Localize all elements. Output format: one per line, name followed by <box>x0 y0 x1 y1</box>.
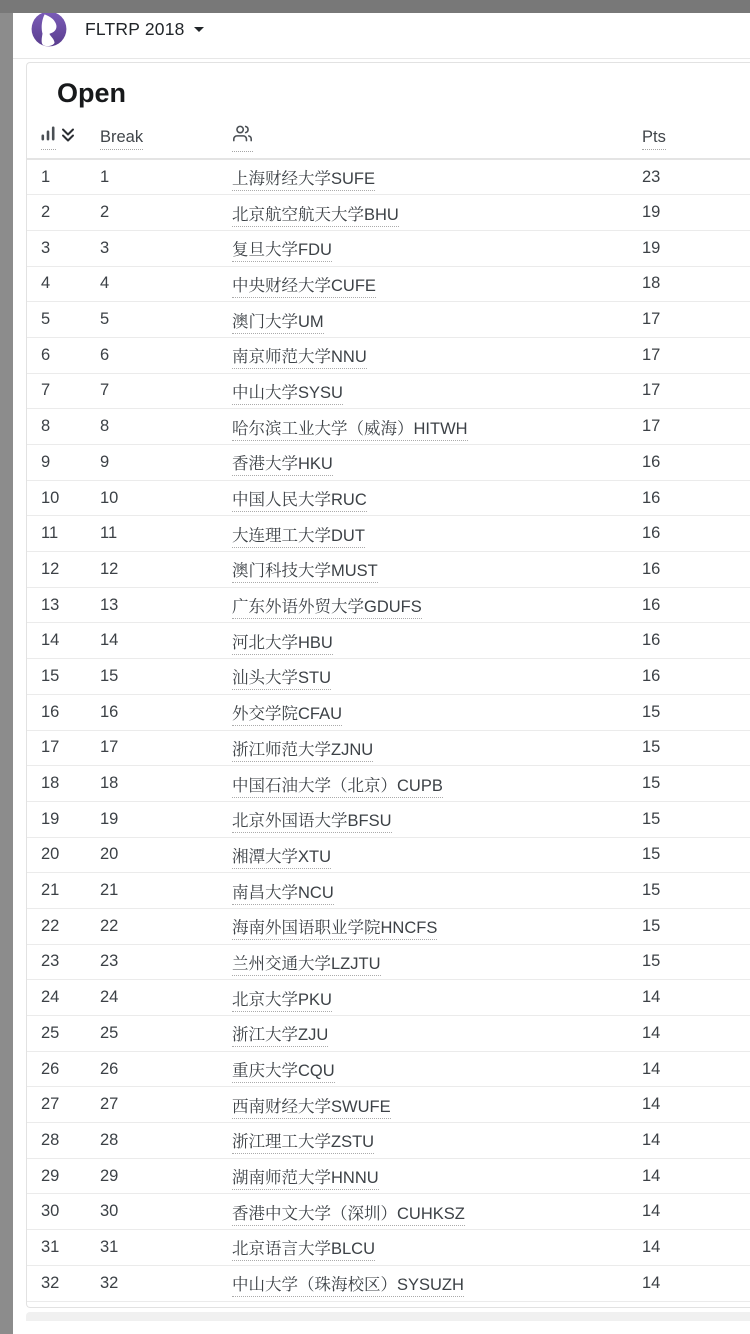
break-cell: 12 <box>100 552 232 588</box>
team-cell <box>232 195 642 231</box>
team-cell <box>232 1123 642 1159</box>
team-link[interactable]: 中央财经大学CUFE <box>232 277 376 298</box>
team-link[interactable]: 浙江理工大学ZSTU <box>232 1133 374 1154</box>
rank-cell: 25 <box>27 1016 100 1052</box>
team-cell <box>232 409 642 445</box>
pts-cell: 23 <box>642 159 750 195</box>
break-cell: 27 <box>100 1087 232 1123</box>
break-cell: 10 <box>100 480 232 516</box>
pts-cell: 18 <box>642 266 750 302</box>
team-cell <box>232 980 642 1016</box>
break-cell: 32 <box>100 1265 232 1301</box>
team-link[interactable]: 中山大学（珠海校区）SYSUZH <box>232 1276 464 1297</box>
team-cell <box>232 1194 642 1230</box>
break-cell: 30 <box>100 1194 232 1230</box>
next-card-edge <box>26 1312 750 1321</box>
team-cell <box>232 694 642 730</box>
page-title: Open <box>57 78 127 108</box>
standings-table-body <box>27 159 750 1301</box>
table-row <box>27 516 750 552</box>
break-column-header[interactable] <box>100 117 232 159</box>
team-cell <box>232 230 642 266</box>
table-row <box>27 159 750 195</box>
pts-cell: 19 <box>642 195 750 231</box>
team-link[interactable]: 湖南师范大学HNNU <box>232 1169 379 1190</box>
break-cell: 31 <box>100 1230 232 1266</box>
team-cell <box>232 587 642 623</box>
break-cell: 4 <box>100 266 232 302</box>
break-cell: 17 <box>100 730 232 766</box>
table-row <box>27 1194 750 1230</box>
pts-cell: 15 <box>642 766 750 802</box>
pts-cell: 16 <box>642 623 750 659</box>
rank-cell: 31 <box>27 1230 100 1266</box>
team-cell <box>232 659 642 695</box>
rank-column-header[interactable] <box>27 117 100 159</box>
pts-cell: 17 <box>642 373 750 409</box>
rank-cell: 3 <box>27 230 100 266</box>
rank-cell: 19 <box>27 801 100 837</box>
team-link[interactable]: 哈尔滨工业大学（威海）HITWH <box>232 420 468 441</box>
team-link[interactable]: 南昌大学NCU <box>232 884 334 905</box>
break-header-label: Break <box>100 128 143 150</box>
team-cell <box>232 373 642 409</box>
rank-cell: 27 <box>27 1087 100 1123</box>
team-link[interactable]: 外交学院CFAU <box>232 705 342 726</box>
team-cell <box>232 302 642 338</box>
standings-table <box>27 117 750 1302</box>
team-cell <box>232 944 642 980</box>
table-row <box>27 730 750 766</box>
rank-cell: 2 <box>27 195 100 231</box>
users-icon[interactable] <box>232 124 253 152</box>
pts-cell: 14 <box>642 1194 750 1230</box>
team-cell <box>232 445 642 481</box>
team-link[interactable]: 河北大学HBU <box>232 634 333 655</box>
pts-cell: 14 <box>642 1051 750 1087</box>
pts-cell: 17 <box>642 337 750 373</box>
pts-cell: 14 <box>642 1016 750 1052</box>
team-link[interactable]: 北京外国语大学BFSU <box>232 812 392 833</box>
team-link[interactable]: 广东外语外贸大学GDUFS <box>232 598 422 619</box>
pts-cell: 16 <box>642 516 750 552</box>
rank-cell: 16 <box>27 694 100 730</box>
pts-cell: 14 <box>642 980 750 1016</box>
table-row <box>27 944 750 980</box>
pts-cell: 16 <box>642 659 750 695</box>
table-row <box>27 1016 750 1052</box>
pts-cell: 15 <box>642 801 750 837</box>
pts-cell: 14 <box>642 1230 750 1266</box>
team-cell <box>232 266 642 302</box>
pts-cell: 14 <box>642 1265 750 1301</box>
pts-header-label: Pts <box>642 128 666 150</box>
pts-cell: 16 <box>642 587 750 623</box>
break-cell: 23 <box>100 944 232 980</box>
screenshot-frame-top <box>0 0 750 13</box>
table-row <box>27 1230 750 1266</box>
table-row <box>27 230 750 266</box>
break-cell: 6 <box>100 337 232 373</box>
table-row <box>27 1087 750 1123</box>
team-link[interactable]: 澳门科技大学MUST <box>232 562 378 583</box>
rank-cell: 9 <box>27 445 100 481</box>
pts-cell: 14 <box>642 1123 750 1159</box>
rank-cell: 5 <box>27 302 100 338</box>
team-link[interactable]: 北京航空航天大学BHU <box>232 206 399 227</box>
team-cell <box>232 1087 642 1123</box>
table-row <box>27 837 750 873</box>
team-link[interactable]: 澳门大学UM <box>232 313 324 334</box>
chevron-down-icon <box>194 27 204 32</box>
bar-chart-icon[interactable] <box>41 126 56 150</box>
team-cell <box>232 730 642 766</box>
rank-cell: 11 <box>27 516 100 552</box>
team-cell <box>232 1158 642 1194</box>
rank-cell: 30 <box>27 1194 100 1230</box>
rank-cell: 29 <box>27 1158 100 1194</box>
pts-cell: 16 <box>642 552 750 588</box>
team-link[interactable]: 大连理工大学DUT <box>232 527 365 548</box>
break-cell: 22 <box>100 908 232 944</box>
team-link[interactable]: 湘潭大学XTU <box>232 848 331 869</box>
team-cell <box>232 552 642 588</box>
table-row <box>27 980 750 1016</box>
team-link[interactable]: 重庆大学CQU <box>232 1062 335 1083</box>
rank-cell: 32 <box>27 1265 100 1301</box>
rank-cell: 20 <box>27 837 100 873</box>
table-row <box>27 1158 750 1194</box>
break-cell: 29 <box>100 1158 232 1194</box>
table-row <box>27 373 750 409</box>
tournament-title: FLTRP 2018 <box>85 18 185 39</box>
table-row <box>27 659 750 695</box>
team-cell <box>232 837 642 873</box>
rank-cell: 23 <box>27 944 100 980</box>
table-header-row <box>27 117 750 159</box>
team-link[interactable]: 中国石油大学（北京）CUPB <box>232 777 443 798</box>
table-row <box>27 873 750 909</box>
table-row <box>27 1265 750 1301</box>
pts-cell: 15 <box>642 694 750 730</box>
break-cell: 2 <box>100 195 232 231</box>
break-cell: 26 <box>100 1051 232 1087</box>
team-cell <box>232 1016 642 1052</box>
rank-cell: 26 <box>27 1051 100 1087</box>
team-cell <box>232 801 642 837</box>
table-row <box>27 801 750 837</box>
rank-cell: 28 <box>27 1123 100 1159</box>
break-cell: 9 <box>100 445 232 481</box>
table-row <box>27 766 750 802</box>
pts-cell: 17 <box>642 409 750 445</box>
pts-cell: 15 <box>642 730 750 766</box>
break-cell: 19 <box>100 801 232 837</box>
page-body <box>13 59 750 1321</box>
break-cell: 28 <box>100 1123 232 1159</box>
break-cell: 16 <box>100 694 232 730</box>
team-link[interactable]: 中山大学SYSU <box>232 384 343 405</box>
table-row <box>27 480 750 516</box>
team-cell <box>232 516 642 552</box>
team-link[interactable]: 西南财经大学SWUFE <box>232 1098 391 1119</box>
pts-cell: 15 <box>642 873 750 909</box>
break-cell: 5 <box>100 302 232 338</box>
standings-card <box>26 62 750 1308</box>
rank-cell: 6 <box>27 337 100 373</box>
break-cell: 13 <box>100 587 232 623</box>
team-link[interactable]: 兰州交通大学LZJTU <box>232 955 381 976</box>
pts-column-header[interactable] <box>642 117 750 159</box>
table-row <box>27 302 750 338</box>
table-row <box>27 445 750 481</box>
pts-cell: 15 <box>642 944 750 980</box>
pts-cell: 19 <box>642 230 750 266</box>
team-link[interactable]: 北京语言大学BLCU <box>232 1240 375 1261</box>
break-cell: 24 <box>100 980 232 1016</box>
team-cell <box>232 766 642 802</box>
rank-cell: 13 <box>27 587 100 623</box>
team-link[interactable]: 南京师范大学NNU <box>232 348 367 369</box>
break-cell: 1 <box>100 159 232 195</box>
pts-cell: 16 <box>642 445 750 481</box>
team-cell <box>232 1230 642 1266</box>
team-link[interactable]: 浙江师范大学ZJNU <box>232 741 373 762</box>
rank-cell: 18 <box>27 766 100 802</box>
table-row <box>27 587 750 623</box>
pts-cell: 14 <box>642 1158 750 1194</box>
team-link[interactable]: 香港大学HKU <box>232 455 333 476</box>
table-row <box>27 409 750 445</box>
rank-cell: 10 <box>27 480 100 516</box>
tournament-dropdown[interactable] <box>85 19 204 40</box>
table-row <box>27 1123 750 1159</box>
table-row <box>27 195 750 231</box>
screenshot-frame-left <box>0 13 13 1334</box>
team-link[interactable]: 汕头大学STU <box>232 669 331 690</box>
team-link[interactable]: 复旦大学FDU <box>232 241 332 262</box>
team-cell <box>232 1051 642 1087</box>
team-cell <box>232 337 642 373</box>
table-row <box>27 337 750 373</box>
table-row <box>27 552 750 588</box>
table-row <box>27 266 750 302</box>
team-link[interactable]: 海南外国语职业学院HNCFS <box>232 919 437 940</box>
rank-cell: 15 <box>27 659 100 695</box>
pts-cell: 15 <box>642 908 750 944</box>
team-link[interactable]: 香港中文大学（深圳）CUHKSZ <box>232 1205 465 1226</box>
table-row <box>27 623 750 659</box>
rank-cell: 4 <box>27 266 100 302</box>
break-cell: 15 <box>100 659 232 695</box>
break-cell: 3 <box>100 230 232 266</box>
table-row <box>27 1051 750 1087</box>
break-cell: 14 <box>100 623 232 659</box>
team-cell <box>232 873 642 909</box>
break-cell: 7 <box>100 373 232 409</box>
rank-cell: 12 <box>27 552 100 588</box>
team-link[interactable]: 北京大学PKU <box>232 991 332 1012</box>
team-cell <box>232 623 642 659</box>
rank-cell: 22 <box>27 908 100 944</box>
break-cell: 8 <box>100 409 232 445</box>
rank-cell: 1 <box>27 159 100 195</box>
pts-cell: 14 <box>642 1087 750 1123</box>
break-cell: 25 <box>100 1016 232 1052</box>
team-link[interactable]: 中国人民大学RUC <box>232 491 367 512</box>
team-cell <box>232 1265 642 1301</box>
break-cell: 20 <box>100 837 232 873</box>
break-cell: 21 <box>100 873 232 909</box>
chevrons-down-icon <box>61 127 75 148</box>
pts-cell: 17 <box>642 302 750 338</box>
rank-cell: 24 <box>27 980 100 1016</box>
rank-cell: 21 <box>27 873 100 909</box>
tabbycat-logo-icon[interactable] <box>30 10 68 48</box>
team-link[interactable]: 上海财经大学SUFE <box>232 170 375 191</box>
team-column-header[interactable] <box>232 117 642 159</box>
team-link[interactable]: 浙江大学ZJU <box>232 1026 328 1047</box>
rank-cell: 8 <box>27 409 100 445</box>
rank-cell: 7 <box>27 373 100 409</box>
rank-cell: 14 <box>27 623 100 659</box>
table-row <box>27 694 750 730</box>
team-cell <box>232 159 642 195</box>
pts-cell: 16 <box>642 480 750 516</box>
pts-cell: 15 <box>642 837 750 873</box>
table-row <box>27 908 750 944</box>
break-cell: 11 <box>100 516 232 552</box>
team-cell <box>232 480 642 516</box>
break-cell: 18 <box>100 766 232 802</box>
rank-cell: 17 <box>27 730 100 766</box>
team-cell <box>232 908 642 944</box>
